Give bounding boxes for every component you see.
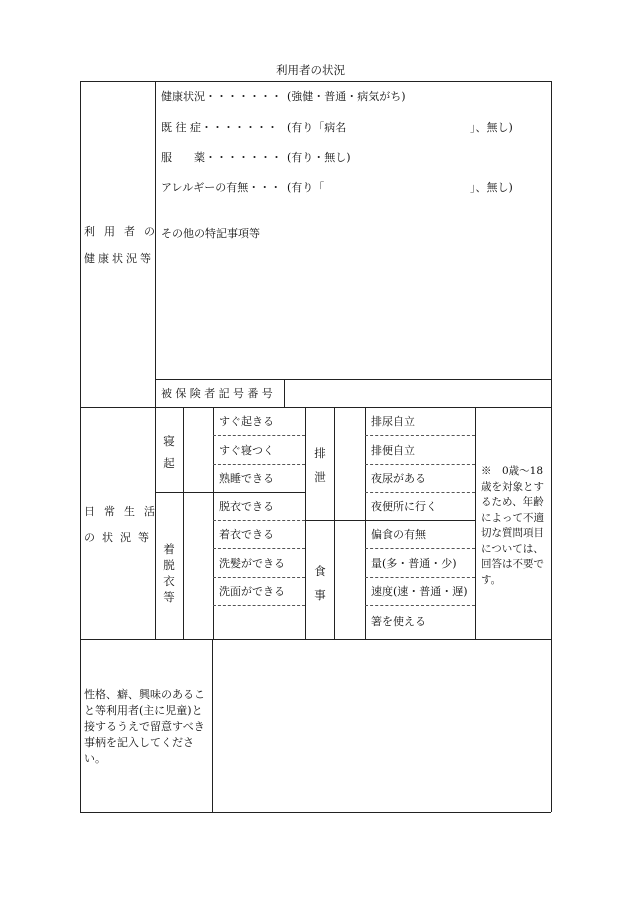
daily-col-checkbox2-left xyxy=(334,407,335,639)
page-title: 利用者の状況 xyxy=(276,63,345,77)
item-sound-sleep: 熟睡できる xyxy=(219,472,274,485)
allergy-label: アレルギーの有無・・・ xyxy=(161,181,282,194)
medical-history-options: (有り「病名 xyxy=(287,121,347,134)
insurance-number-field[interactable] xyxy=(285,380,550,406)
daily-col-items2-right xyxy=(475,407,476,639)
allergy-options: (有り「 xyxy=(287,181,325,194)
table-bottom-border xyxy=(80,812,551,813)
dash-left-5 xyxy=(213,577,305,578)
item-wash-hair: 洗髪ができる xyxy=(219,557,285,570)
dash-left-6 xyxy=(213,605,305,606)
item-wake-up: すぐ起きる xyxy=(219,415,274,428)
health-status-options: (強健・普通・病気がち) xyxy=(287,90,406,103)
daily-label-divider xyxy=(155,407,156,639)
dash-left-1 xyxy=(213,435,305,436)
health-section-label-line2: 健康状況等 xyxy=(84,252,154,265)
item-dress: 着衣できる xyxy=(219,528,274,541)
personality-label: 性格、癖、興味のあること等利用者(主に児童)と接するうえで留意すべき事柄を記入してください。 xyxy=(84,688,205,765)
personality-input-area[interactable] xyxy=(213,640,550,811)
medical-history-close: 」、無し) xyxy=(470,121,513,134)
table-top-border xyxy=(80,81,551,82)
dash-right-1 xyxy=(365,435,475,436)
dash-left-2 xyxy=(213,464,305,465)
daily-col-checkbox-left xyxy=(183,407,184,639)
allergy-close: 」、無し) xyxy=(470,181,513,194)
table-right-border xyxy=(551,81,552,812)
dash-left-4 xyxy=(213,548,305,549)
daily-section-label-line1: 日常生活 xyxy=(84,505,164,518)
dash-right-5 xyxy=(365,577,475,578)
item-amount: 量(多・普通・少) xyxy=(371,557,457,570)
dash-right-6 xyxy=(365,605,475,606)
dash-right-3 xyxy=(365,492,475,493)
item-speed: 速度(速・普通・遅) xyxy=(371,585,468,598)
sleep-group-label: 寝起 xyxy=(163,434,175,470)
health-status-label: 健康状況・・・・・・・ xyxy=(161,90,282,103)
medication-options: (有り・無し) xyxy=(287,151,351,164)
excretion-group-label: 排泄 xyxy=(314,446,326,484)
section-divider-health-daily xyxy=(80,407,551,408)
health-label-divider xyxy=(155,81,156,407)
dress-group-label: 着脱衣等 xyxy=(163,542,175,604)
table-left-border xyxy=(80,81,81,812)
item-chopsticks: 箸を使える xyxy=(371,615,426,628)
item-undress: 脱衣できる xyxy=(219,500,274,513)
medical-history-label: 既 往 症・・・・・・・ xyxy=(161,121,278,134)
meal-group-label: 食事 xyxy=(314,564,326,602)
medication-label: 服 薬・・・・・・・ xyxy=(161,151,282,164)
item-picky-eating: 偏食の有無 xyxy=(371,528,426,541)
daily-col-items-right xyxy=(305,407,306,639)
item-urination: 排尿自立 xyxy=(371,415,415,428)
excretion-meal-divider xyxy=(305,520,475,521)
dash-left-3 xyxy=(213,520,305,521)
item-wash-face: 洗面ができる xyxy=(219,585,285,598)
insurance-number-label: 被保険者記号番号 xyxy=(161,387,277,400)
item-night-toilet: 夜便所に行く xyxy=(371,500,437,513)
other-notes-label: その他の特記事項等 xyxy=(161,227,260,240)
age-note: ※ 0歳～18歳を対象とするため、年齢によって不適切な質問項目については、回答は不要です。 xyxy=(481,465,544,586)
dash-right-2 xyxy=(365,464,475,465)
dash-right-4 xyxy=(365,548,475,549)
daily-section-label-line2: の状況等 xyxy=(84,531,156,544)
health-section-label-line1: 利用者の xyxy=(84,225,164,238)
item-bowel: 排便自立 xyxy=(371,444,415,457)
item-bedwetting: 夜尿がある xyxy=(371,472,426,485)
item-fall-asleep: すぐ寝つく xyxy=(219,444,274,457)
sleep-dress-divider xyxy=(155,492,305,493)
